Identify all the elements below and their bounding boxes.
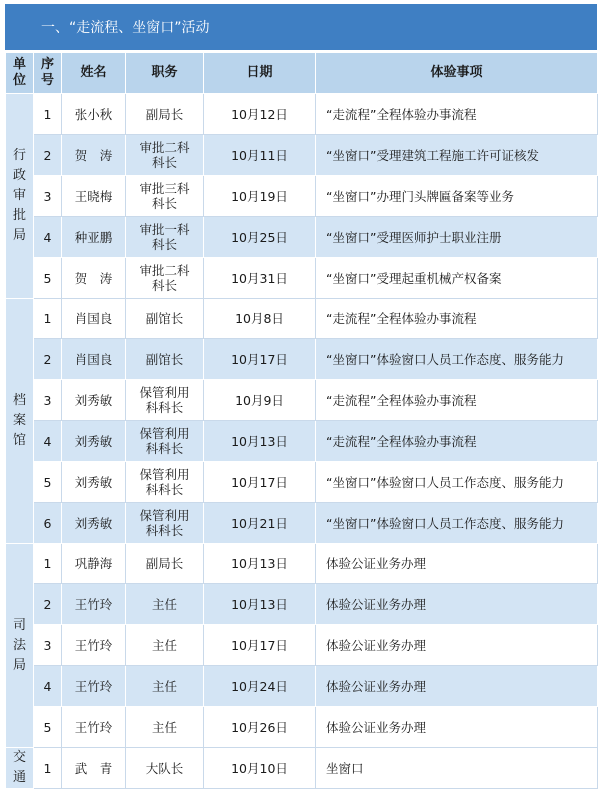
cell-date: 10月9日 bbox=[204, 380, 316, 421]
cell-seq: 1 bbox=[34, 544, 62, 584]
cell-item: “坐窗口”体验窗口人员工作态度、服务能力 bbox=[316, 503, 598, 544]
cell-position bbox=[126, 258, 204, 299]
cell-name: 刘秀敏 bbox=[62, 462, 126, 503]
cell-seq: 4 bbox=[34, 421, 62, 462]
cell-item: “走流程”全程体验办事流程 bbox=[316, 380, 598, 421]
cell-name: 武 青 bbox=[62, 748, 126, 789]
cell-name: 王竹玲 bbox=[62, 625, 126, 666]
position-text: 副局长 bbox=[145, 556, 184, 571]
cell-seq: 5 bbox=[34, 462, 62, 503]
position-text: 保管利用科科长 bbox=[139, 508, 190, 538]
position-text: 大队长 bbox=[145, 760, 184, 776]
table-header-row bbox=[6, 53, 598, 94]
cell-item: “坐窗口”受理建筑工程施工许可证核发 bbox=[316, 135, 598, 176]
cell-date: 10月24日 bbox=[204, 666, 316, 707]
table-row bbox=[6, 217, 598, 258]
table-row bbox=[6, 625, 598, 666]
cell-date: 10月11日 bbox=[204, 135, 316, 176]
cell-date: 10月19日 bbox=[204, 176, 316, 217]
header-date: 日期 bbox=[204, 53, 316, 94]
position-text: 保管利用科科长 bbox=[139, 426, 190, 456]
cell-date: 10月13日 bbox=[204, 421, 316, 462]
cell-unit bbox=[6, 748, 34, 789]
position-text: 审批一科科长 bbox=[139, 222, 190, 252]
cell-seq: 1 bbox=[34, 94, 62, 135]
section-title-bar bbox=[5, 4, 597, 50]
cell-seq: 3 bbox=[34, 176, 62, 217]
table-row bbox=[6, 544, 598, 584]
cell-item: “坐窗口”受理起重机械产权备案 bbox=[316, 258, 598, 299]
table-row bbox=[6, 339, 598, 380]
cell-seq: 2 bbox=[34, 584, 62, 625]
cell-name: 张小秋 bbox=[62, 94, 126, 135]
position-text: 副馆长 bbox=[145, 351, 184, 367]
position-text: 副馆长 bbox=[145, 311, 184, 326]
cell-unit bbox=[6, 544, 34, 748]
cell-name: 贺 涛 bbox=[62, 135, 126, 176]
unit-label: 行政审批局 bbox=[12, 148, 26, 243]
position-text: 副局长 bbox=[145, 106, 184, 122]
cell-date: 10月21日 bbox=[204, 503, 316, 544]
cell-date: 10月13日 bbox=[204, 544, 316, 584]
header-position: 职务 bbox=[126, 53, 204, 94]
cell-seq: 5 bbox=[34, 258, 62, 299]
table-row bbox=[6, 176, 598, 217]
cell-seq: 3 bbox=[34, 625, 62, 666]
cell-name: 种亚鹏 bbox=[62, 217, 126, 258]
table-row bbox=[6, 584, 598, 625]
cell-name: 肖国良 bbox=[62, 299, 126, 339]
cell-seq: 3 bbox=[34, 380, 62, 421]
cell-seq: 2 bbox=[34, 339, 62, 380]
header-unit: 单位 bbox=[6, 53, 34, 94]
position-text: 审批三科科长 bbox=[139, 181, 190, 211]
cell-date: 10月17日 bbox=[204, 339, 316, 380]
cell-position bbox=[126, 544, 204, 584]
position-text: 主任 bbox=[151, 596, 177, 612]
cell-date: 10月25日 bbox=[204, 217, 316, 258]
cell-position bbox=[126, 625, 204, 666]
table-row bbox=[6, 748, 598, 789]
cell-position bbox=[126, 176, 204, 217]
header-seq: 序号 bbox=[34, 53, 62, 94]
cell-position bbox=[126, 217, 204, 258]
cell-name: 王晓梅 bbox=[62, 176, 126, 217]
cell-name: 王竹玲 bbox=[62, 707, 126, 748]
cell-seq: 6 bbox=[34, 503, 62, 544]
cell-item: 坐窗口 bbox=[316, 748, 598, 789]
cell-position bbox=[126, 707, 204, 748]
cell-name: 巩静海 bbox=[62, 544, 126, 584]
position-text: 主任 bbox=[151, 678, 177, 694]
cell-position bbox=[126, 462, 204, 503]
position-text: 主任 bbox=[151, 637, 177, 653]
cell-position bbox=[126, 380, 204, 421]
cell-item: 体验公证业务办理 bbox=[316, 544, 598, 584]
cell-date: 10月31日 bbox=[204, 258, 316, 299]
cell-item: “走流程”全程体验办事流程 bbox=[316, 299, 598, 339]
unit-label: 交通 bbox=[12, 750, 26, 785]
cell-name: 王竹玲 bbox=[62, 666, 126, 707]
table-row bbox=[6, 503, 598, 544]
header-item: 体验事项 bbox=[316, 53, 598, 94]
cell-unit bbox=[6, 299, 34, 544]
table-row bbox=[6, 135, 598, 176]
cell-name: 肖国良 bbox=[62, 339, 126, 380]
cell-name: 王竹玲 bbox=[62, 584, 126, 625]
table-row bbox=[6, 299, 598, 339]
table-row bbox=[6, 94, 598, 135]
cell-date: 10月12日 bbox=[204, 94, 316, 135]
cell-position bbox=[126, 748, 204, 789]
position-text: 主任 bbox=[151, 719, 177, 735]
cell-date: 10月17日 bbox=[204, 625, 316, 666]
cell-date: 10月8日 bbox=[204, 299, 316, 339]
unit-label: 司法局 bbox=[12, 617, 26, 673]
cell-date: 10月17日 bbox=[204, 462, 316, 503]
cell-date: 10月26日 bbox=[204, 707, 316, 748]
cell-position bbox=[126, 339, 204, 380]
table-row bbox=[6, 258, 598, 299]
cell-unit bbox=[6, 94, 34, 299]
cell-name: 刘秀敏 bbox=[62, 380, 126, 421]
table-row bbox=[6, 421, 598, 462]
cell-seq: 1 bbox=[34, 299, 62, 339]
activity-table bbox=[5, 52, 598, 789]
cell-position bbox=[126, 421, 204, 462]
cell-seq: 5 bbox=[34, 707, 62, 748]
cell-item: “坐窗口”体验窗口人员工作态度、服务能力 bbox=[316, 462, 598, 503]
cell-position bbox=[126, 503, 204, 544]
table-row bbox=[6, 380, 598, 421]
position-text: 保管利用科科长 bbox=[139, 385, 190, 415]
cell-position bbox=[126, 299, 204, 339]
position-text: 保管利用科科长 bbox=[139, 467, 190, 497]
table-row bbox=[6, 707, 598, 748]
table-body bbox=[6, 94, 598, 789]
cell-date: 10月13日 bbox=[204, 584, 316, 625]
cell-item: “走流程”全程体验办事流程 bbox=[316, 94, 598, 135]
cell-seq: 1 bbox=[34, 748, 62, 789]
cell-name: 贺 涛 bbox=[62, 258, 126, 299]
position-text: 审批二科科长 bbox=[139, 263, 190, 293]
cell-item: 体验公证业务办理 bbox=[316, 625, 598, 666]
header-name: 姓名 bbox=[62, 53, 126, 94]
section-title: 一、“走流程、坐窗口”活动 bbox=[41, 20, 210, 36]
cell-date: 10月10日 bbox=[204, 748, 316, 789]
cell-item: 体验公证业务办理 bbox=[316, 584, 598, 625]
position-text: 审批二科科长 bbox=[139, 140, 190, 170]
cell-position bbox=[126, 135, 204, 176]
table-row bbox=[6, 666, 598, 707]
cell-item: “坐窗口”办理门头牌匾备案等业务 bbox=[316, 176, 598, 217]
cell-seq: 4 bbox=[34, 217, 62, 258]
table-row bbox=[6, 462, 598, 503]
cell-item: “走流程”全程体验办事流程 bbox=[316, 421, 598, 462]
cell-item: “坐窗口”受理医师护士职业注册 bbox=[316, 217, 598, 258]
cell-name: 刘秀敏 bbox=[62, 421, 126, 462]
cell-seq: 4 bbox=[34, 666, 62, 707]
cell-position bbox=[126, 94, 204, 135]
cell-item: 体验公证业务办理 bbox=[316, 666, 598, 707]
cell-position bbox=[126, 666, 204, 707]
cell-name: 刘秀敏 bbox=[62, 503, 126, 544]
cell-item: “坐窗口”体验窗口人员工作态度、服务能力 bbox=[316, 339, 598, 380]
cell-seq: 2 bbox=[34, 135, 62, 176]
unit-label: 档案馆 bbox=[12, 393, 26, 448]
activity-table-container bbox=[5, 52, 598, 789]
cell-item: 体验公证业务办理 bbox=[316, 707, 598, 748]
cell-position bbox=[126, 584, 204, 625]
